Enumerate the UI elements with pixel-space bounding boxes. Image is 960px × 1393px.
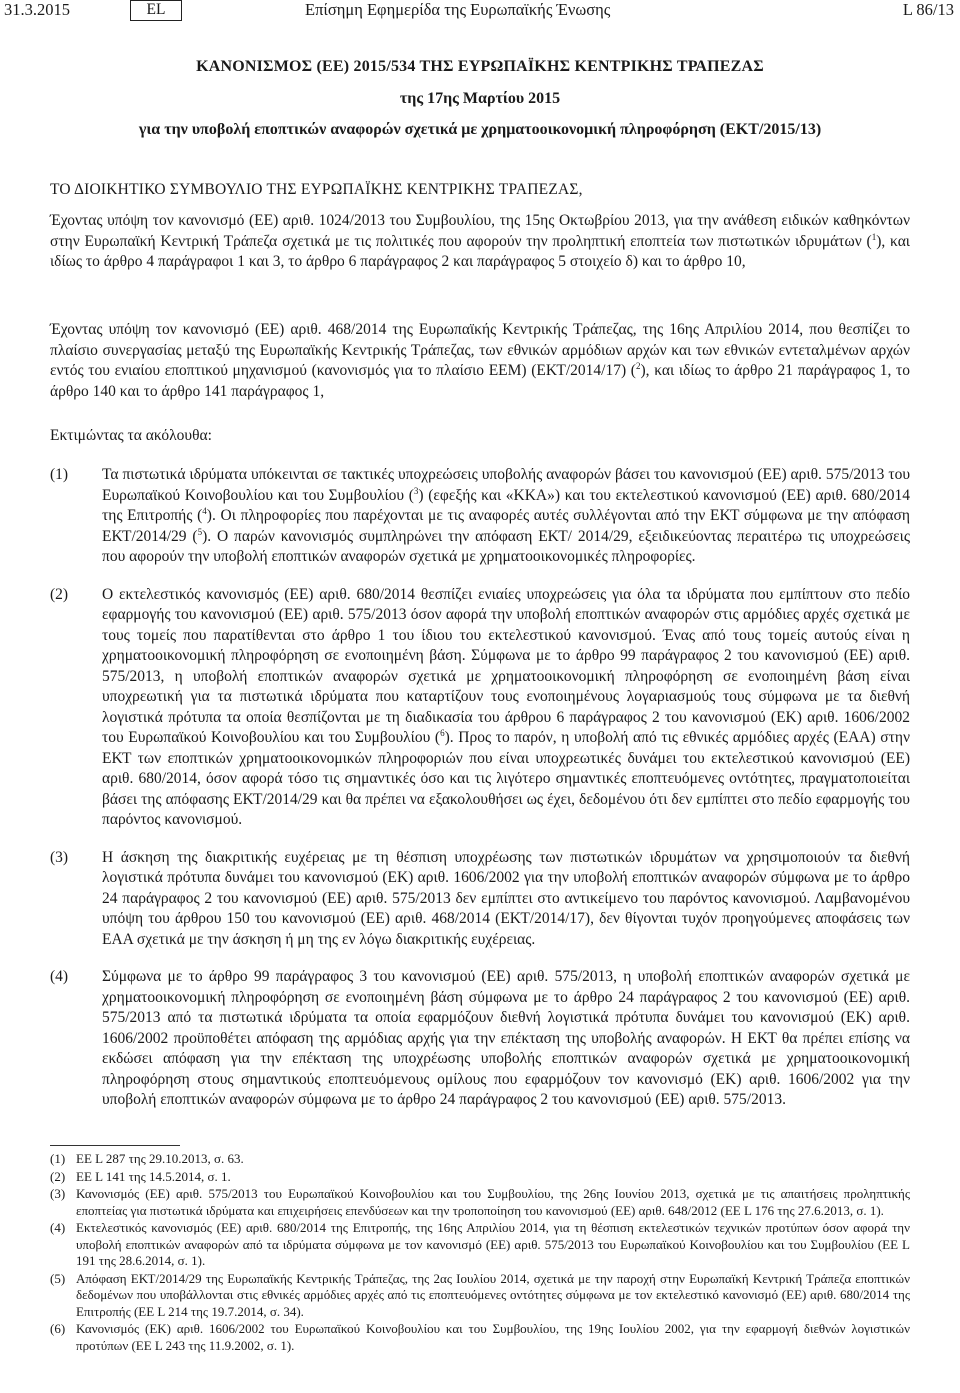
item-text: Η άσκηση της διακριτικής ευχέρειας με τη θέσπιση υποχρέωσης των πιστωτικών ιδρυμάτων να χρησιμοποιούν τα διεθνή λογιστικά πρότυπα δυνάμει του κανονισμού (ΕΚ) αριθ. 1606/2002 για την υποβολή εποπτικών αναφορών σύμφωνα με το άρθρο 24 παράγραφος 2 του κανονισμού (ΕΕ) αριθ. 575/2013 δεν εμπίπτει στο αντικείμενο του παρόντος κανονισμού. Λαμβανομένου υπόψη του άρθρου 150 του κανονισμού (ΕΕ) αριθ. 468/2014 (ΕΚΤ/2014/17), δεν θίγονται τυχόν προηγούμενες αποφάσεις των ΕΑΑ σχετικά με την άσκηση ή μη της εν λόγω διακριτικής ευχέρειας.: [102, 848, 910, 948]
item-number: (4): [50, 968, 69, 985]
regulation-date: της 17ης Μαρτίου 2015: [399, 90, 561, 107]
item-text: ). Προς το παρόν, η υποβολή από τις εθνικές αρμόδιες αρχές (ΕΑΑ) στην ΕΚΤ των εποπτικών χρηματοοικονομικών πληροφοριών που είναι υποχρεωτικές δυνάμει του εκτελεστικού κανονισμού (ΕΕ) αριθ. 680/2014, όσον αφορά τόσο τις σημαντικές όσο και τις λιγότερο σημαντικές εποπτευόμενες οντότητες, πραγματοποιείται βάσει της απόφασης ΕΚΤ/2014/29 και θα πρέπει να εξακολουθήσει ως έχει, δεδομένου ότι δεν εμπίπτει στο πεδίο εφαρμογής του παρόντος κανονισμού.: [102, 729, 910, 828]
item-text: Τα πιστωτικά ιδρύματα υπόκεινται σε τακτικές υποχρεώσεις υποβολής αναφορών βάσει του κανονισμού (ΕΕ) αριθ. 575/2013 του Ευρωπαϊκού Κοινοβουλίου και του Συμβουλίου (: [102, 466, 910, 504]
footnote-number: (3): [50, 1186, 66, 1201]
recital-2-text-a: Έχοντας υπόψη τον κανονισμό (ΕΕ) αριθ. 468/2014 της Ευρωπαϊκής Κεντρικής Τράπεζας, της 16ης Απριλίου 2014, που θεσπίζει το πλαίσιο συνεργασίας μεταξύ της Ευρωπαϊκής Κεντρικής Τράπεζας, των εθνικών αρμόδιων αρχών και των εθνικών εντεταλμένων αρχών εντός του ενιαίου εποπτικού μηχανισμού (κανονισμός για το πλαίσιο ΕΕΜ) (ΕΚΤ/2014/17) (: [50, 321, 910, 379]
item-text: ). Οι πληροφορίες που παρέχονται με τις αναφορές αυτές συλλέγονται από την ΕΚΤ σύμφωνα με την απόφαση ΕΚΤ/2014/29 (: [102, 507, 910, 545]
footnote-text: Κανονισμός (ΕΚ) αριθ. 1606/2002 του Ευρωπαϊκού Κοινοβουλίου και του Συμβουλίου, της 19ης Ιουλίου 2002, για την εφαρμογή διεθνών λογιστικών προτύπων (ΕΕ L 243 της 11.9.2002, σ. 1).: [76, 1321, 910, 1353]
regulation-subject: για την υποβολή εποπτικών αναφορών σχετικά με χρηματοοικονομική πληροφόρηση (ΕΚΤ/2015/13): [138, 121, 822, 138]
item-number: (2): [50, 585, 69, 603]
item-text: Ο εκτελεστικός κανονισμός (ΕΕ) αριθ. 680/2014 θεσπίζει ενιαίες υποχρεώσεις για όλα τα ιδρύματα που εμπίπτουν στο πεδίο εφαρμογής του κανονισμού (ΕΕ) αριθ. 575/2013 όσον αφορά την υποβολή εποπτικών αναφορών στις αρμόδιες αρχές σχετικά με τους τομείς που παρατίθενται στο άρθρο 1 του ίδιου του εκτελεστικού κανονισμού. Ένας από τους τομείς αυτούς είναι η χρηματοοικονομική πληροφόρηση σε ενοποιημένη βάση. Σύμφωνα με το άρθρο 99 παράγραφος 2 του κανονισμού (ΕΕ) αριθ. 575/2013, η υποβολή εποπτικών αναφορών σχετικά με χρηματοοικονομική πληροφόρηση σε ενοποιημένη βάση είναι υποχρεωτική για τα πιστωτικά ιδρύματα που καταρτίζουν τους ενοποιημένους λογαριασμούς τους σύμφωνα με τα διεθνή λογιστικά πρότυπα τα οποία θεσπίζονται με τη διαδικασία του άρθρου 6 παράγραφος 2 του κανονισμού (ΕΚ) αριθ. 1606/2002 του Ευρωπαϊκού Κοινοβουλίου και του Συμβουλίου (: [102, 585, 910, 746]
footnote-number: (6): [50, 1321, 66, 1336]
header-date: 31.3.2015: [4, 0, 70, 19]
footnote-ref: 3: [413, 485, 419, 496]
footnote-number: (1): [50, 1151, 66, 1166]
recital-1-text-b: ), και ιδίως το άρθρο 4 παράγραφοι 1 και 3, το άρθρο 6 παράγραφος 2 και παράγραφος 5 στοιχείο δ) και το άρθρο 10,: [50, 232, 910, 270]
footnote-text: Εκτελεστικός κανονισμός (ΕΕ) αριθ. 680/2014 της Επιτροπής, της 16ης Απριλίου 2014, για τη θέσπιση εκτελεστικών τεχνικών προτύπων όσον αφορά την υποβολή εποπτικών αναφορών από τα ιδρύματα σύμφωνα με τον κανονισμό (ΕΕ) αριθ. 575/2013 του Ευρωπαϊκού Κοινοβουλίου και του Συμβουλίου (ΕΕ L 191 της 28.6.2014, σ. 1).: [76, 1220, 910, 1268]
council-heading: ΤΟ ΔΙΟΙΚΗΤΙΚΟ ΣΥΜΒΟΥΛΙΟ ΤΗΣ ΕΥΡΩΠΑΪΚΗΣ ΚΕΝΤΡΙΚΗΣ ΤΡΑΠΕΖΑΣ,: [50, 181, 583, 198]
footnote-number: (4): [50, 1220, 66, 1235]
footnote: [50, 1271, 910, 1321]
page-header: [0, 0, 960, 22]
header-page-number: L 86/13: [902, 0, 954, 19]
footnote: [50, 1321, 910, 1354]
item-text: Σύμφωνα με το άρθρο 99 παράγραφος 3 του κανονισμού (ΕΕ) αριθ. 575/2013, η υποβολή εποπτικών αναφορών σχετικά με χρηματοοικονομική πληροφόρηση σε ενοποιημένη βάση σύμφωνα με το άρθρο 24 παράγραφος 2 του κανονισμού (ΕΕ) αριθ. 575/2013 από τα πιστωτικά ιδρύματα τα οποία εφαρμόζουν διεθνή λογιστικά πρότυπα δυνάμει του κανονισμού (ΕΚ) αριθ. 1606/2002 προϋποθέτει απόφαση της αρμόδιας αρχής για την επέκταση της υποβολής αναφορών. Η ΕΚΤ θα πρέπει επίσης να εκδώσει απόφαση για την επέκταση της υποχρέωσης υποβολής εποπτικών αναφορών σχετικά με χρηματοοικονομική πληροφόρηση στους σημαντικούς εποπτευόμενους ομίλους που εφαρμόζουν τον κανονισμό (ΕΚ) αριθ. 1606/2002 για την υποβολή εποπτικών αναφορών σύμφωνα με το άρθρο 24 παράγραφος 2 του κανονισμού (ΕΕ) αριθ. 575/2013.: [102, 968, 910, 1108]
whereas-heading: Εκτιμώντας τα ακόλουθα:: [50, 427, 212, 444]
footnote-ref: 2: [635, 360, 641, 371]
footnote-number: (2): [50, 1168, 66, 1184]
footnote-text: ΕΕ L 141 της 14.5.2014, σ. 1.: [76, 1168, 231, 1184]
footnote-ref: 6: [440, 727, 445, 738]
header-language-box: EL: [130, 0, 182, 21]
regulation-title: ΚΑΝΟΝΙΣΜΟΣ (ΕΕ) 2015/534 ΤΗΣ ΕΥΡΩΠΑΪΚΗΣ ΚΕΝΤΡΙΚΗΣ ΤΡΑΠΕΖΑΣ: [196, 58, 764, 75]
footnote: [50, 1151, 910, 1168]
item-number: (3): [50, 848, 69, 866]
item-text: ). Ο παρών κανονισμός συμπληρώνει την απόφαση ΕΚΤ/ 2014/29, εξειδικεύοντας περαιτέρω τις υποχρεώσεις που αφορούν την υποβολή εποπτικών αναφορών σχετικά με χρηματοοικονομικές πληροφορίες.: [102, 527, 910, 565]
list-item: [50, 585, 910, 831]
item-text: ) (εφεξής και «ΚΚΑ») και του εκτελεστικού κανονισμού (ΕΕ) αριθ. 680/2014 της Επιτροπής (: [102, 486, 910, 524]
recital-2-text-b: ), και ιδίως το άρθρο 21 παράγραφος 1, το άρθρο 140 και το άρθρο 141 παράγραφος 1,: [50, 362, 910, 400]
footnote: [50, 1220, 910, 1270]
footnote: [50, 1186, 910, 1219]
recitals-list: [50, 465, 910, 1128]
footnote-text: ΕΕ L 287 της 29.10.2013, σ. 63.: [76, 1151, 244, 1166]
list-item: [50, 967, 910, 1111]
recital-citation-1: [50, 211, 910, 273]
footnote-ref: 1: [871, 231, 877, 242]
footnote-divider: [50, 1145, 180, 1146]
footnotes: [50, 1151, 910, 1355]
footnote-number: (5): [50, 1270, 66, 1286]
list-item: [50, 848, 910, 951]
footnote: [50, 1169, 910, 1186]
recital-1-text-a: Έχοντας υπόψη τον κανονισμό (ΕΕ) αριθ. 1024/2013 του Συμβουλίου, της 15ης Οκτωβρίου 2013, για την ανάθεση ειδικών καθηκόντων στην Ευρωπαϊκή Κεντρική Τράπεζα σχετικά με τις πολιτικές που αφορούν την προληπτική εποπτεία των πιστωτικών ιδρυμάτων (: [50, 212, 910, 250]
footnote-text: Κανονισμός (ΕΕ) αριθ. 575/2013 του Ευρωπαϊκού Κοινοβουλίου και του Συμβουλίου, της 26ης Ιουνίου 2013, σχετικά με τις απαιτήσεις προληπτικής εποπτείας για πιστωτικά ιδρύματα και επιχειρήσεις επενδύσεων και την τροποποίηση του κανονισμού (ΕΕ) αριθ. 648/2012 (ΕΕ L 176 της 27.6.2013, σ. 1).: [76, 1186, 910, 1218]
header-journal-title: Επίσημη Εφημερίδα της Ευρωπαϊκής Ένωσης: [305, 0, 611, 19]
item-number: (1): [50, 466, 69, 483]
list-item: [50, 465, 910, 568]
footnote-text: Απόφαση ΕΚΤ/2014/29 της Ευρωπαϊκής Κεντρικής Τράπεζας, της 2ας Ιουλίου 2014, σχετικά με την παροχή στην Ευρωπαϊκή Κεντρική Τράπεζα εποπτικών δεδομένων που υποβάλλονται στις εθνικές αρμόδιες αρχές από τις εποπτευόμενες οντότητες σύμφωνα με τον εκτελεστικό κανονισμό (ΕΕ) αριθ. 680/2014 της Επιτροπής (ΕΕ L 214 της 19.7.2014, σ. 34).: [76, 1270, 910, 1319]
footnote-ref: 4: [202, 505, 207, 516]
footnote-ref: 5: [197, 526, 203, 537]
recital-citation-2: [50, 320, 910, 402]
